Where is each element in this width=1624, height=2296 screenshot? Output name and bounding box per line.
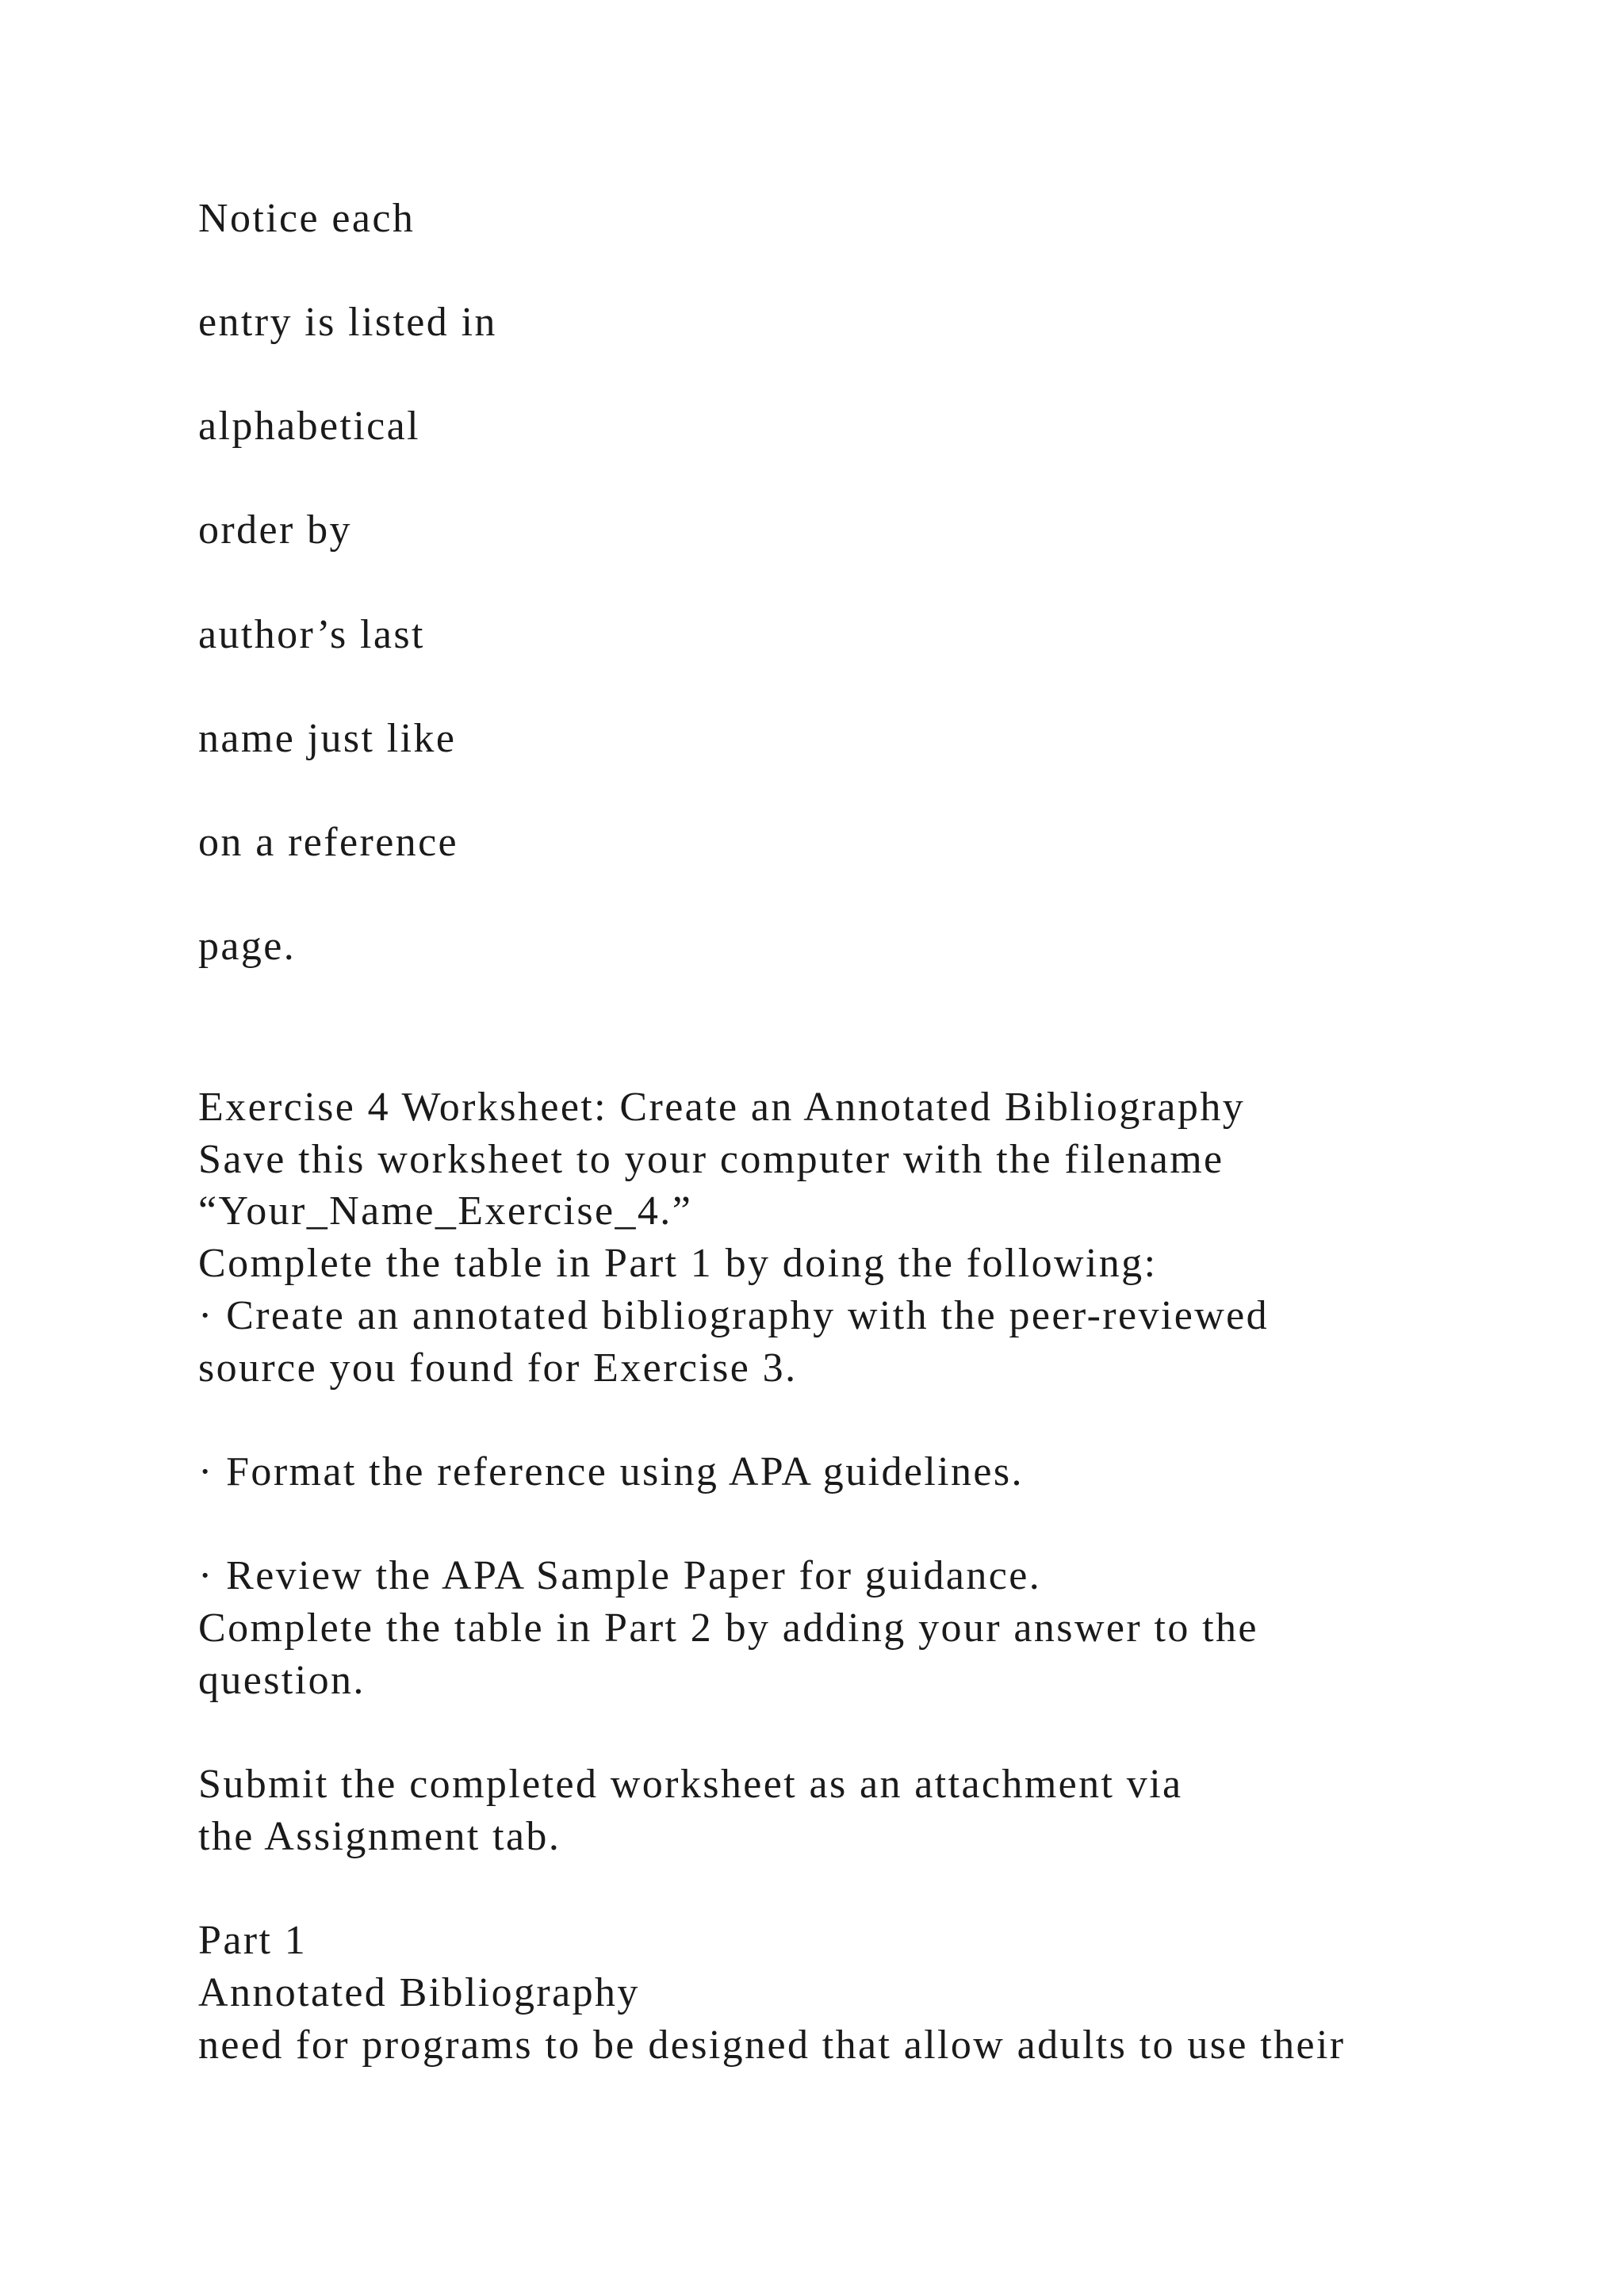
bullet-1-line-1: · Create an annotated bibliography with the peer-reviewed xyxy=(198,1293,1270,1338)
part2-instruction-line-1: Complete the table in Part 2 by adding your answer to the xyxy=(198,1605,1258,1651)
submit-instruction-line-1: Submit the completed worksheet as an attachment via xyxy=(198,1762,1183,1807)
worksheet-title: Exercise 4 Worksheet: Create an Annotated Bibliography xyxy=(198,1085,1246,1130)
note-line-5: author’s last xyxy=(198,612,425,657)
save-instruction-line-1: Save this worksheet to your computer with the filename xyxy=(198,1137,1224,1182)
save-instruction-line-2: “Your_Name_Exercise_4.” xyxy=(198,1188,693,1234)
part1-subheading: Annotated Bibliography xyxy=(198,1970,640,2015)
note-line-3: alphabetical xyxy=(198,404,420,449)
submit-instruction-line-2: the Assignment tab. xyxy=(198,1814,561,1859)
note-line-6: name just like xyxy=(198,716,457,761)
body-text-line: need for programs to be designed that allow adults to use their xyxy=(198,2022,1346,2068)
note-line-4: order by xyxy=(198,507,352,553)
part1-instruction: Complete the table in Part 1 by doing the following: xyxy=(198,1241,1158,1286)
note-line-8: page. xyxy=(198,924,297,969)
bullet-1-line-2: source you found for Exercise 3. xyxy=(198,1345,798,1391)
part2-instruction-line-2: question. xyxy=(198,1658,366,1703)
bullet-2: · Format the reference using APA guidelines. xyxy=(198,1449,1024,1494)
part1-heading: Part 1 xyxy=(198,1918,308,1963)
note-line-1: Notice each xyxy=(198,196,416,241)
note-line-2: entry is listed in xyxy=(198,300,497,345)
note-line-7: on a reference xyxy=(198,820,459,865)
bullet-3: · Review the APA Sample Paper for guidance. xyxy=(198,1553,1042,1598)
